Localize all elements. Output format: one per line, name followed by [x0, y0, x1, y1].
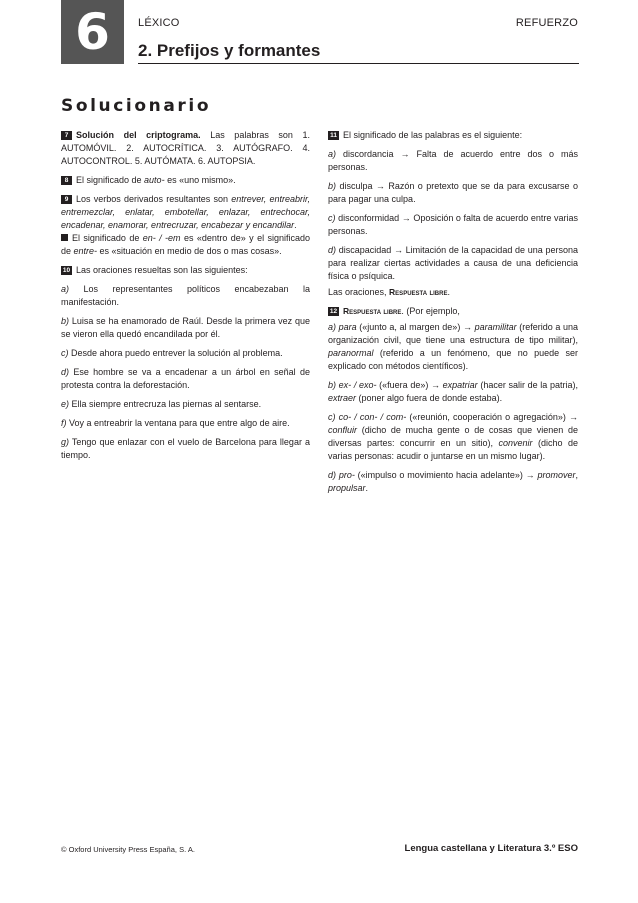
text-fragment: es «situación en medio de dos o mas cosas».: [97, 246, 282, 256]
footer-book-title: Lengua castellana y Literatura 3.º ESO: [404, 843, 578, 854]
item-text: Ese hombre se va a encadenar a un árbol en señal de protesta contra la deforestación.: [61, 367, 310, 390]
text-fragment: ,: [575, 470, 578, 480]
verb-list: entrever, entreabrir, entremezclar, enlatar, embotellar, enlazar, entrechocar, encadenar, enamorar, entrecruzar, encabezar y encandilar: [61, 194, 310, 230]
footer-copyright: © Oxford University Press España, S. A.: [61, 845, 195, 854]
text-fragment: («impulso o movimiento hacia adelante»): [354, 470, 526, 480]
example-word: extraer: [328, 393, 357, 403]
prefix-term: para: [338, 322, 357, 332]
chapter-number: 6: [75, 3, 110, 61]
exercise-10-intro: [61, 264, 310, 277]
list-item: [328, 379, 578, 405]
text-fragment: .: [365, 483, 369, 493]
exercise-badge: 8: [61, 176, 72, 185]
exercise-badge: 10: [62, 267, 71, 274]
exercise-badge: 12: [329, 308, 338, 315]
exercise-11-closing: [328, 286, 578, 299]
text-fragment: («reunión, cooperación o agregación»): [406, 412, 569, 422]
section-label: LÉXICO: [138, 17, 180, 29]
item-text: Ella siempre entrecruza las piernas al sentarse.: [71, 399, 262, 409]
text-fragment: (dicho de mucha gente o de cosas que vienen de diversas partes: concurrir en un sitio),: [328, 425, 578, 448]
item-letter: b): [328, 380, 337, 390]
exercise-badge: 9: [61, 195, 72, 204]
example-word: confluir: [328, 425, 358, 435]
item-letter: a): [61, 284, 70, 294]
list-item: [61, 436, 310, 462]
exercise-lead: Solución del criptograma.: [76, 130, 201, 140]
item-letter: d): [328, 245, 337, 255]
prefix-term: ex- / exo-: [338, 380, 377, 390]
arrow-icon: →: [569, 412, 578, 422]
list-item: [328, 212, 578, 238]
text-fragment: .: [447, 287, 450, 297]
text-fragment: Las oraciones resueltas son las siguientes:: [76, 265, 248, 275]
item-letter: b): [61, 316, 70, 326]
item-letter: a): [328, 322, 337, 332]
text-fragment: es «dentro de» y el significado de: [61, 233, 310, 256]
item-term: disconformidad: [338, 213, 400, 223]
list-item: [328, 244, 578, 283]
exercise-11-intro: [328, 129, 578, 142]
arrow-icon: →: [400, 149, 410, 159]
text-fragment: (referido a una organización civil, que tiene una estructura de tipo militar),: [328, 322, 578, 345]
item-letter: e): [61, 399, 70, 409]
item-text: Los representantes políticos encabezaban la manifestación.: [61, 284, 310, 307]
list-item: [328, 148, 578, 174]
text-fragment: (poner algo fuera de donde estaba).: [356, 393, 503, 403]
text-fragment: Las oraciones,: [328, 287, 390, 297]
text-fragment: .: [294, 220, 297, 230]
prefix-term: co- / con- / com-: [338, 412, 407, 422]
list-item: [328, 469, 578, 495]
text-fragment: El significado de: [72, 233, 143, 243]
left-column: [61, 129, 310, 468]
example-word: propulsar: [328, 483, 366, 493]
exercise-text: Las palabras son 1. AUTOMÓVIL. 2. AUTOCRÍTICA. 3. AUTÓGRAFO. 4. AUTOCONTROL. 5. AUTÓMATA. 6. AUTOPSIA.: [61, 130, 310, 166]
series-label: REFUERZO: [515, 17, 578, 29]
list-item: [328, 321, 578, 373]
item-letter: d): [61, 367, 70, 377]
item-text: Desde ahora puedo entrever la solución al problema.: [71, 348, 283, 358]
text-fragment: («junto a, al margen de»): [356, 322, 463, 332]
item-term: discordancia: [343, 149, 394, 159]
example-word: paramilitar: [474, 322, 517, 332]
text-fragment: Los verbos derivados resultantes son: [76, 194, 232, 204]
list-item: [328, 411, 578, 463]
arrow-icon: →: [375, 181, 385, 191]
list-item: [61, 366, 310, 392]
item-letter: d): [328, 470, 337, 480]
item-term: disculpa: [339, 181, 373, 191]
list-item: [61, 283, 310, 309]
item-text: Luisa se ha enamorado de Raúl. Desde la primera vez que se vieron ella quedó encandilada por él.: [61, 316, 310, 339]
text-fragment: es «uno mismo».: [164, 175, 236, 185]
exercise-badge: 7: [61, 131, 72, 140]
item-text: Voy a entreabrir la ventana para que entre algo de aire.: [69, 418, 290, 428]
item-text: Tengo que enlazar con el vuelo de Barcelona para llegar a tiempo.: [61, 437, 310, 460]
chapter-number-box: [61, 0, 124, 64]
item-letter: b): [328, 181, 337, 191]
free-answer-label: Respuesta libre: [389, 287, 448, 297]
arrow-icon: →: [462, 322, 472, 332]
header-divider: [138, 63, 579, 64]
text-fragment: (referido a un fenómeno, que no puede ser explicado con métodos científicos).: [328, 348, 578, 371]
list-item: [328, 180, 578, 206]
square-bullet-icon: [61, 234, 68, 241]
arrow-icon: →: [431, 380, 440, 390]
text-fragment: El significado de: [76, 175, 145, 185]
example-word: promover: [537, 470, 576, 480]
item-letter: c): [328, 412, 336, 422]
text-fragment: . (Por ejemplo,: [401, 306, 460, 316]
item-letter: f): [61, 418, 67, 428]
item-text: Razón o pretexto que se da para excusarse o para pagar una culpa.: [328, 181, 578, 204]
item-letter: a): [328, 149, 337, 159]
example-word: paranormal: [328, 348, 374, 358]
arrow-icon: →: [401, 213, 411, 223]
list-item: [61, 417, 310, 430]
example-word: convenir: [498, 438, 533, 448]
item-term: discapacidad: [338, 245, 392, 255]
prefix-term: pro-: [338, 470, 355, 480]
text-fragment: (hacer salir de la patria),: [477, 380, 578, 390]
term: entre-: [73, 246, 98, 256]
example-word: expatriar: [442, 380, 478, 390]
text-fragment: («fuera de»): [376, 380, 431, 390]
free-answer-label: Respuesta libre: [343, 306, 402, 316]
right-column: [328, 129, 578, 501]
item-text: Falta de acuerdo entre dos o más personas.: [328, 149, 578, 172]
item-text: Limitación de la capacidad de una persona para realizar ciertas actividades a causa de una deficiencia física o psíquica.: [328, 245, 578, 281]
exercise-12-intro: [328, 305, 578, 318]
item-letter: c): [61, 348, 69, 358]
exercise-badge: 11: [328, 131, 339, 140]
item-text: Oposición o falta de acuerdo entre varias personas.: [328, 213, 578, 236]
term: en- / -em: [142, 233, 181, 243]
list-item: [61, 398, 310, 411]
list-item: [61, 347, 310, 360]
exercise-8: [61, 174, 310, 187]
exercise-9: [61, 193, 310, 258]
arrow-icon: →: [525, 470, 535, 480]
page-title: 2. Prefijos y formantes: [138, 41, 321, 60]
term: auto-: [144, 175, 165, 185]
solucionario-heading: Solucionario: [61, 96, 212, 116]
arrow-icon: →: [393, 245, 403, 255]
exercise-7: [61, 129, 310, 168]
text-fragment: (dicho de varias personas: acudir o juntarse en un mismo lugar).: [328, 438, 578, 461]
item-letter: c): [328, 213, 336, 223]
item-letter: g): [61, 437, 70, 447]
list-item: [61, 315, 310, 341]
text-fragment: El significado de las palabras es el siguiente:: [343, 130, 523, 140]
